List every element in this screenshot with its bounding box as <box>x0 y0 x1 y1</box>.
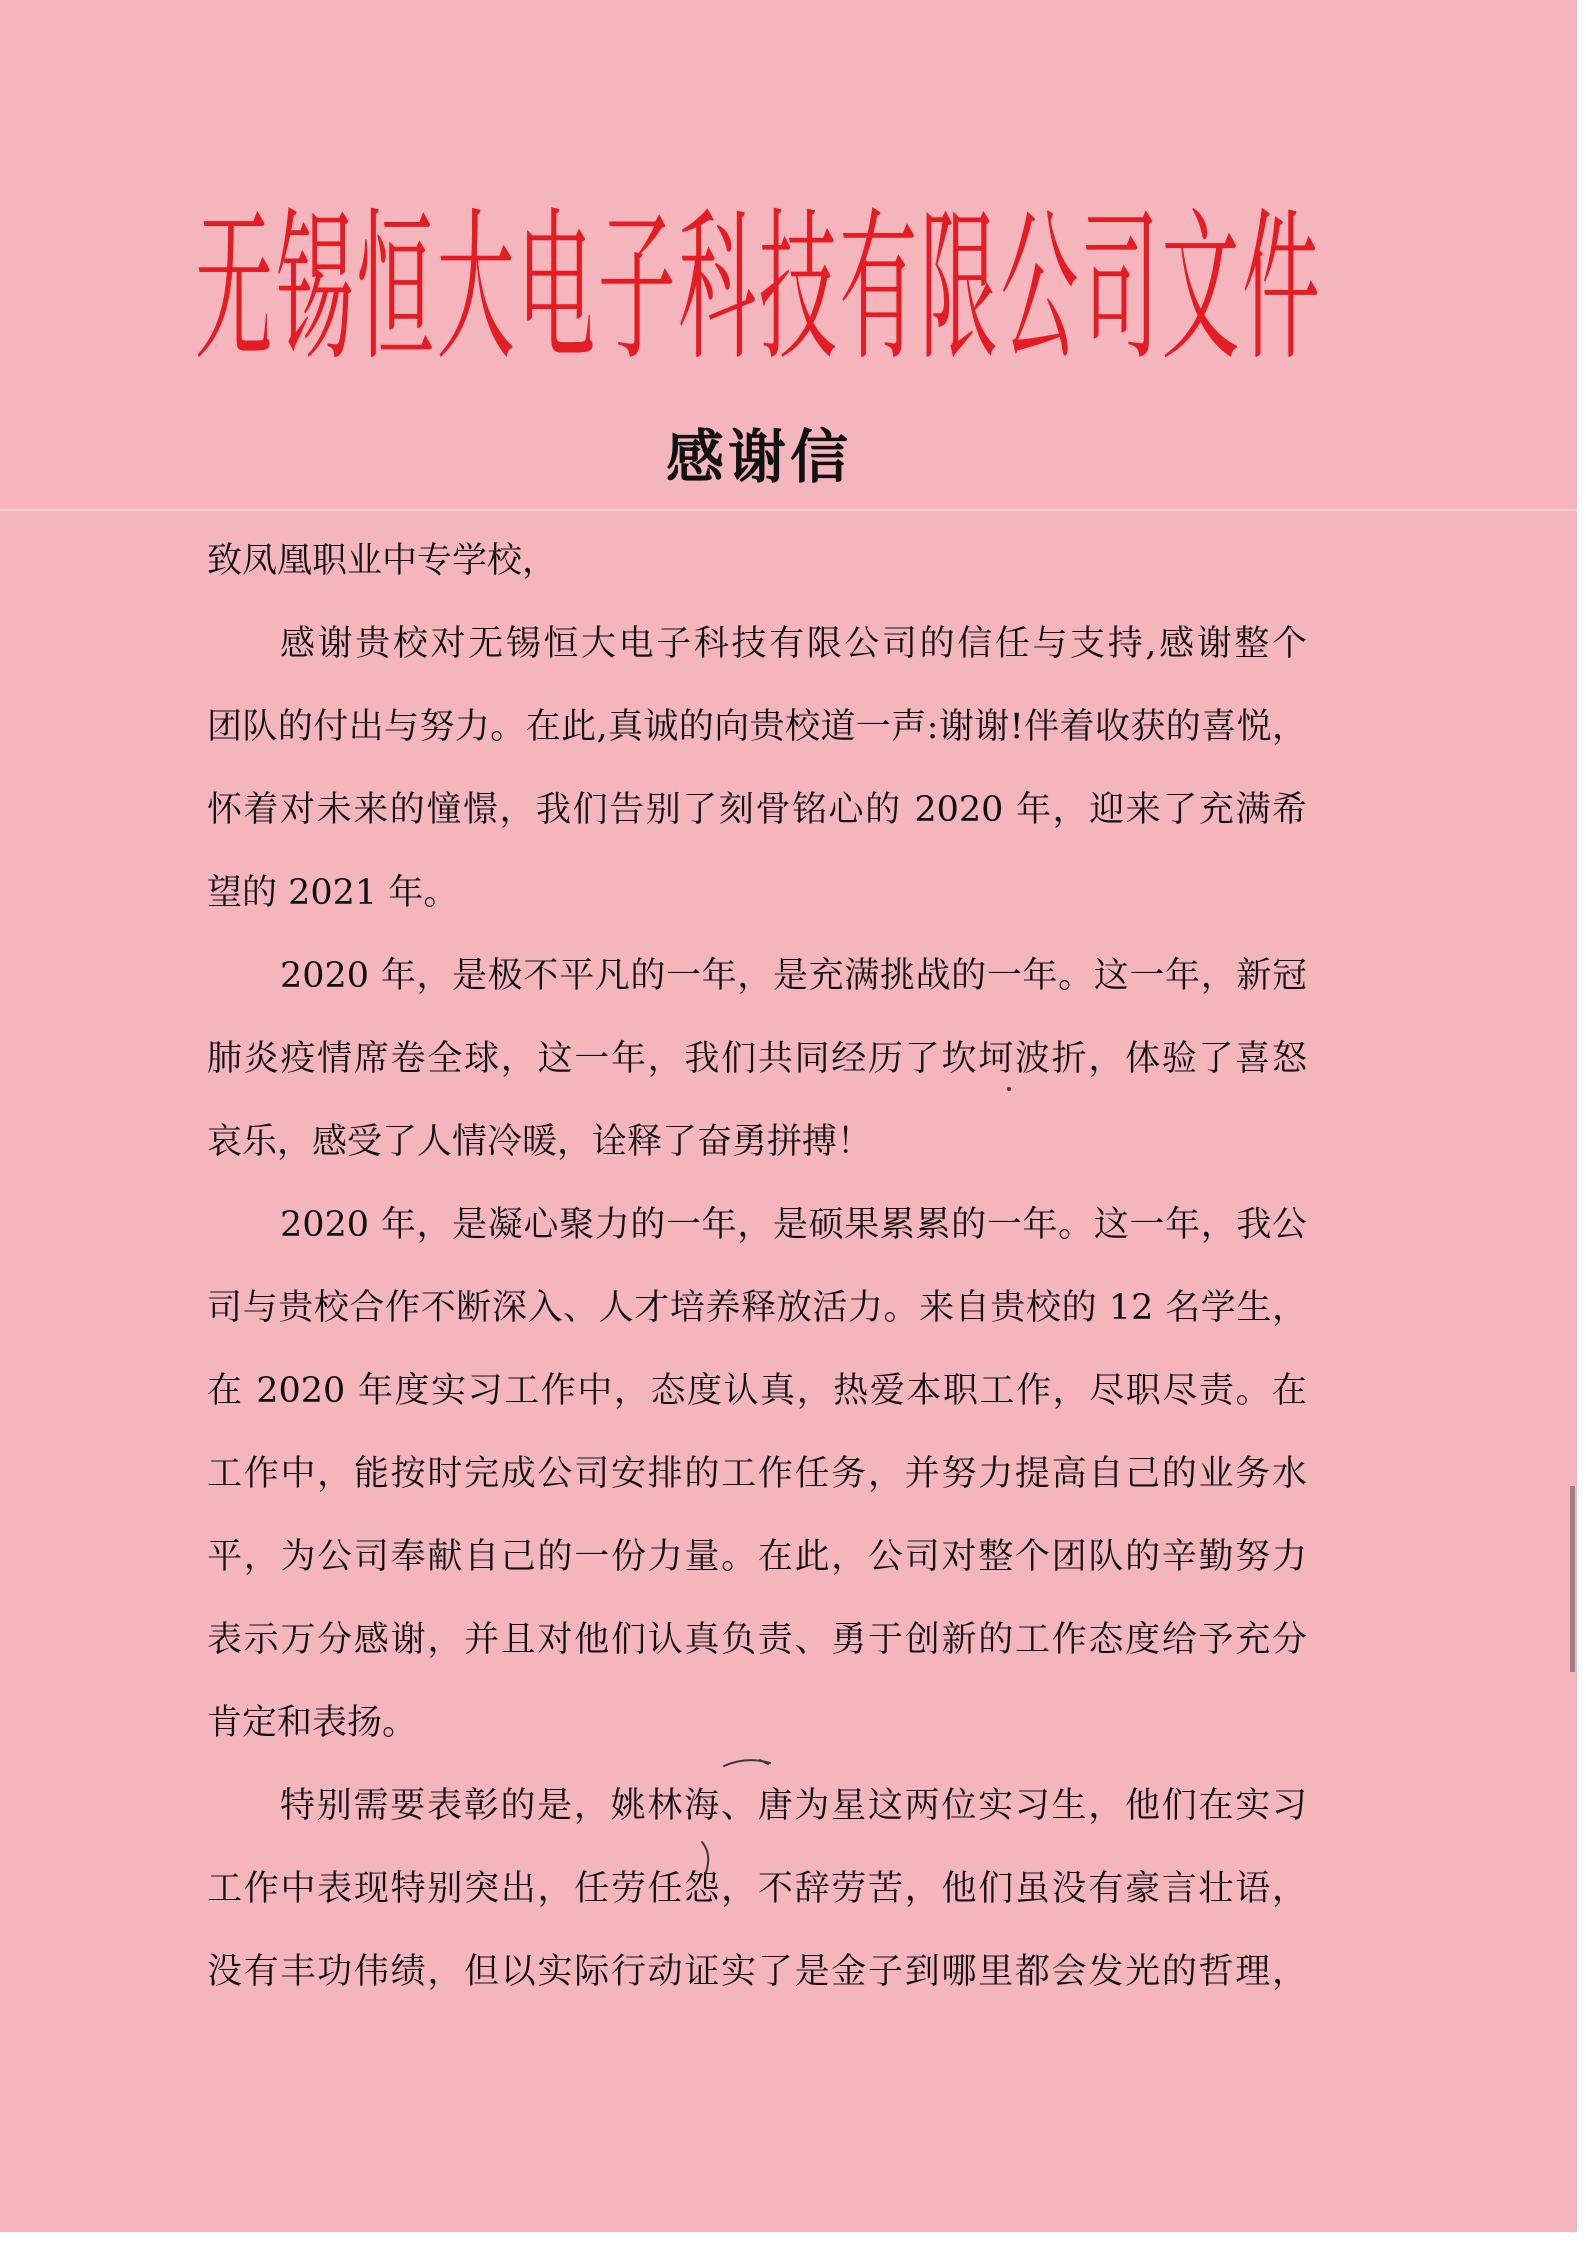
paragraph-1-line-1: 感谢贵校对无锡恒大电子科技有限公司的信任与支持,感谢整个 <box>280 624 1307 664</box>
paragraph-1-line-4: 望的 2021 年。 <box>207 873 459 913</box>
paragraph-4-line-3: 没有丰功伟绩，但以实际行动证实了是金子到哪里都会发光的哲理， <box>207 1952 1307 1992</box>
paragraph-3-line-6: 表示万分感谢，并且对他们认真负责、勇于创新的工作态度给予充分 <box>207 1620 1307 1660</box>
paragraph-3-line-4: 工作中，能按时完成公司安排的工作任务，并努力提高自己的业务水 <box>207 1454 1307 1494</box>
paragraph-2-line-2: 肺炎疫情席卷全球，这一年，我们共同经历了坎坷波折，体验了喜怒 <box>207 1039 1307 1079</box>
paragraph-2-line-3: 哀乐，感受了人情冷暖，诠释了奋勇拼搏！ <box>207 1122 873 1162</box>
letterhead-title-block <box>195 200 1320 380</box>
paragraph-3-line-2: 司与贵校合作不断深入、人才培养释放活力。来自贵校的 12 名学生， <box>207 1288 1307 1328</box>
paragraph-3-line-3: 在 2020 年度实习工作中，态度认真，热爱本职工作，尽职尽责。在 <box>207 1371 1307 1411</box>
paragraph-3-line-5: 平，为公司奉献自己的一份力量。在此，公司对整个团队的辛勤努力 <box>207 1537 1307 1577</box>
paragraph-2-line-1: 2020 年，是极不平凡的一年，是充满挑战的一年。这一年，新冠 <box>280 956 1307 996</box>
paragraph-4-line-1: 特别需要表彰的是，姚林海、唐为星这两位实习生，他们在实习 <box>280 1786 1307 1826</box>
letter-body <box>207 520 1307 2014</box>
paragraph-1-line-3: 怀着对未来的憧憬，我们告别了刻骨铭心的 2020 年，迎来了充满希 <box>207 790 1307 830</box>
fold-line <box>0 509 1577 511</box>
letter-salutation: 致凤凰职业中专学校， <box>207 541 558 581</box>
paragraph-4-line-2: 工作中表现特别突出，任劳任怨，不辞劳苦，他们虽没有豪言壮语， <box>207 1869 1307 1909</box>
paragraph-1-line-2: 团队的付出与努力。在此,真诚的向贵校道一声:谢谢!伴着收获的喜悦， <box>207 707 1307 747</box>
document-subtitle: 感谢信 <box>665 423 852 491</box>
paragraph-3-line-7: 肯定和表扬。 <box>207 1703 418 1743</box>
letterhead-title: 无锡恒大电子科技有限公司文件 <box>195 200 1320 380</box>
paragraph-3-line-1: 2020 年，是凝心聚力的一年，是硕果累累的一年。这一年，我公 <box>280 1205 1307 1245</box>
